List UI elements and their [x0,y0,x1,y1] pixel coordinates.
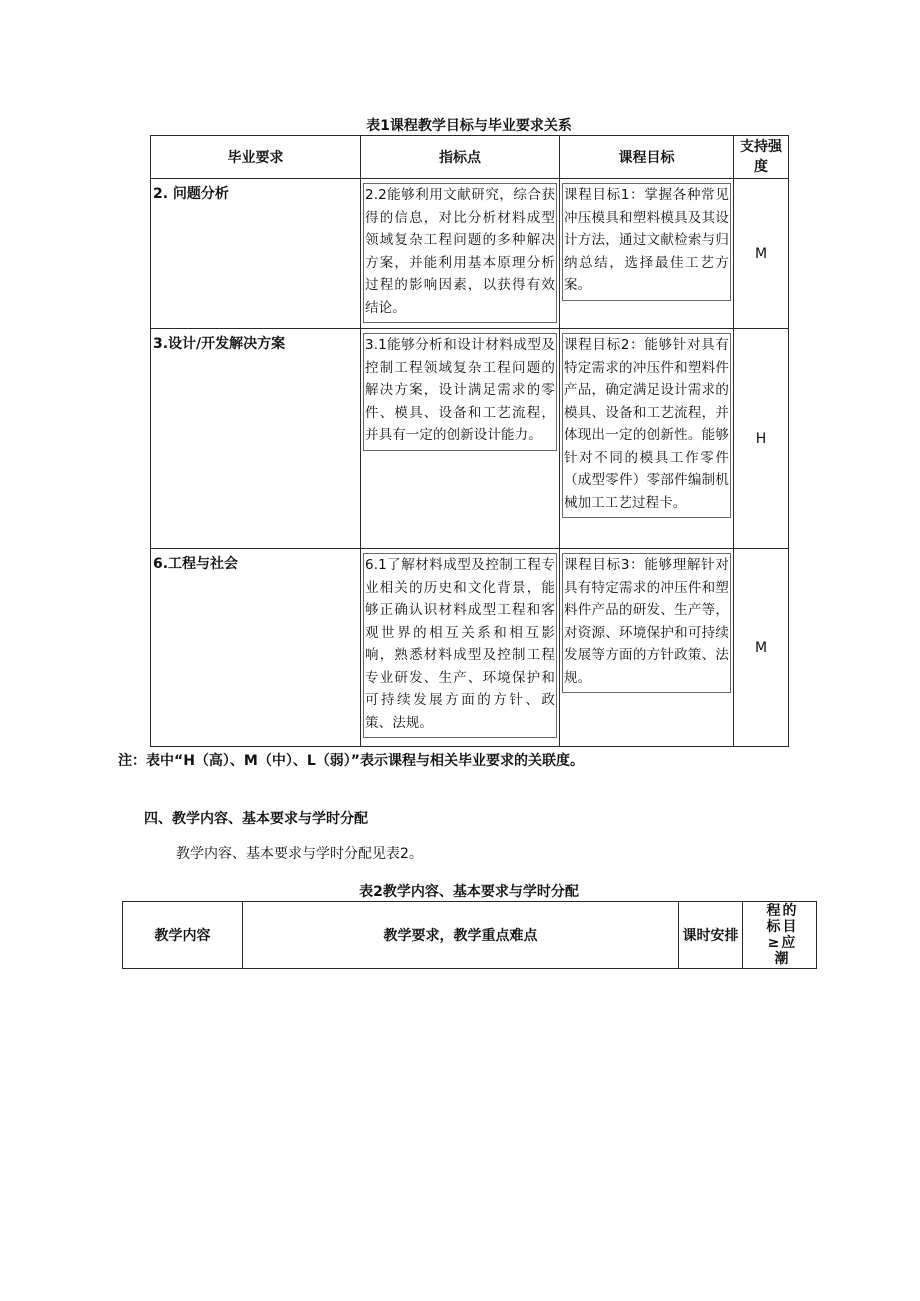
indicator-text: 3.1能够分析和设计材料成型及控制工程领域复杂工程问题的解决方案，设计满足需求的零件、模具、设备和工艺流程，并具有一定的创新设计能力。 [363,333,557,451]
table1 [150,135,789,747]
objective-text: 课程目标1：掌握各种常见冲压模具和塑料模具及其设计方法，通过文献检索与归纳总结，选择最佳工艺方案。 [562,183,731,301]
header-objective: 课程目标 [560,136,734,179]
header-teaching-content: 教学内容 [123,902,243,969]
objective-cell [560,179,734,329]
support-level-cell: M [734,179,789,329]
indicator-text: 2.2能够利用文献研究，综合获得的信息，对比分析材料成型领域复杂工程问题的多种解决方案，并能利用基本原理分析过程的影响因素，以获得有效结论。 [363,183,557,323]
indicator-cell [361,549,560,747]
indicator-text: 6.1了解材料成型及控制工程专业相关的历史和文化背景，能够正确认识材料成型工程和客观世界的相互关系和相互影响，熟悉材料成型及控制工程专业研发、生产、环境保护和可持续发展方面的方针、政策、法规。 [363,553,557,738]
indicator-cell [361,179,560,329]
header-course-objective [743,902,817,969]
header-class-hours: 课时安排 [679,902,743,969]
header-support-level [734,136,789,179]
section-body-text: 教学内容、基本要求与学时分配见表2。 [176,846,423,862]
support-level-cell: M [734,549,789,747]
header-requirement: 毕业要求 [151,136,361,179]
objective-text: 课程目标3：能够理解针对具有特定需求的冲压件和塑料件产品的研发、生产等，对资源、环境保护和可持续发展等方面的方针政策、法规。 [562,553,731,693]
table2 [122,901,817,969]
table1-header-row [151,136,789,179]
indicator-cell [361,329,560,549]
section-heading: 四、教学内容、基本要求与学时分配 [144,811,368,827]
objective-text: 课程目标2：能够针对具有特定需求的冲压件和塑料件产品，确定满足设计需求的模具、设备和工艺流程，并体现出一定的创新性。能够针对不同的模具工作零件（成型零件）零部件编制机械加工工艺过程卡。 [562,333,731,518]
table2-caption: 表2教学内容、基本要求与学时分配 [359,884,579,900]
table-row [151,549,789,747]
header-teaching-requirements: 教学要求，教学重点难点 [243,902,679,969]
header-course-objective-line2: 标目 [766,919,799,935]
table1-note: 注：表中“H（高）、M（中）、L（弱）”表示课程与相关毕业要求的关联度。 [118,753,584,769]
table1-caption: 表1课程教学目标与毕业要求关系 [366,118,572,134]
requirement-cell: 2. 问题分析 [151,179,361,329]
table-row [151,329,789,549]
header-course-objective-line4: 潮 [774,951,791,967]
header-course-objective-line3: ≥应 [767,935,798,951]
table2-header-row [123,902,817,969]
header-course-objective-line1: 程的 [766,903,799,919]
support-level-cell: H [734,329,789,549]
header-indicator: 指标点 [361,136,560,179]
requirement-cell: 3.设计/开发解决方案 [151,329,361,549]
header-support-level-text: 支持强度 [740,139,782,175]
objective-cell [560,549,734,747]
table-row [151,179,789,329]
requirement-cell: 6.工程与社会 [151,549,361,747]
objective-cell [560,329,734,549]
